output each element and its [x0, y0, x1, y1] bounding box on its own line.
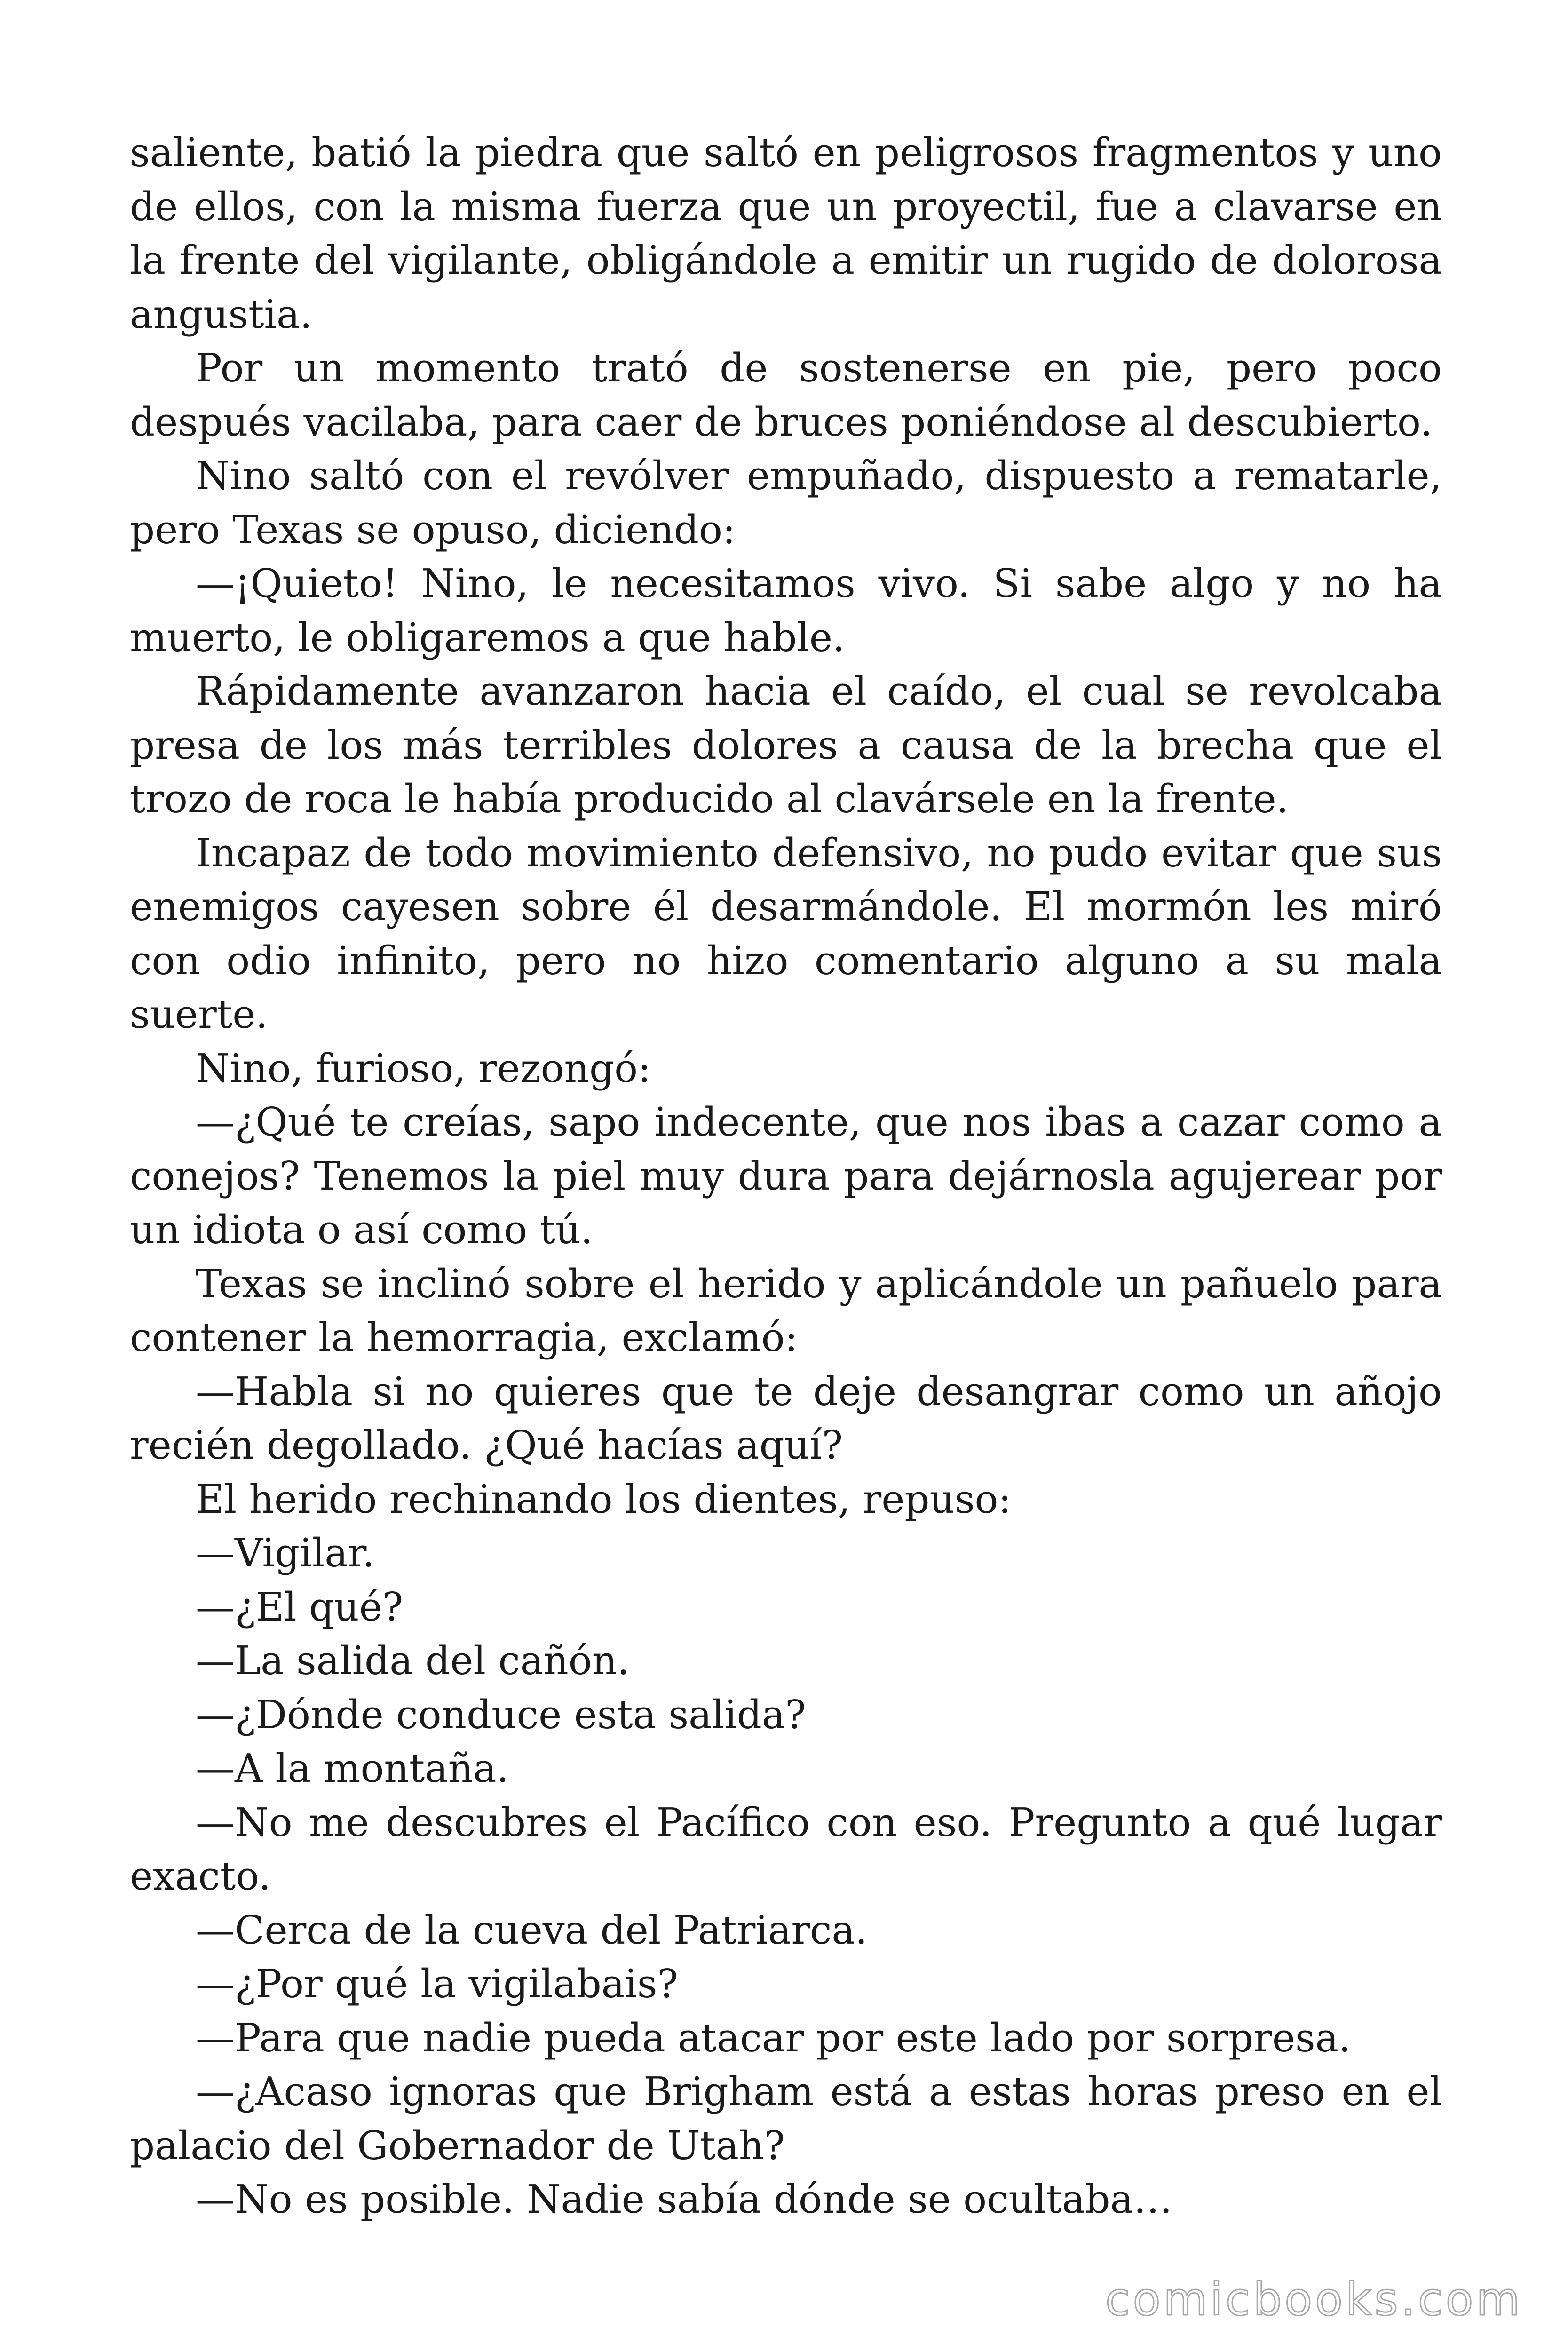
watermark-logo: comicbooks.com [1105, 2273, 1523, 2326]
paragraph: saliente, batió la piedra que saltó en peligrosos fragmentos y uno de ellos, con la misma fuerza que un proyectil, fue a clavarse en la frente del vigilante, obligándole a emitir un rugido de dolorosa angustia. [130, 130, 1442, 337]
dialogue-line: —¿Acaso ignoras que Brigham está a estas horas preso en el palacio del Gobernador de Utah? [130, 2069, 1442, 2169]
dialogue-line: —Vigilar. [196, 1530, 375, 1576]
paragraph: El herido rechinando los dientes, repuso: [196, 1476, 1012, 1522]
dialogue-line: —¡Quieto! Nino, le necesitamos vivo. Si sabe algo y no ha muerto, le obligaremos a que hable. [130, 561, 1442, 660]
dialogue-line: —No es posible. Nadie sabía dónde se ocultaba… [196, 2177, 1172, 2222]
paragraph: Nino, furioso, rezongó: [196, 1045, 651, 1091]
paragraph: Incapaz de todo movimiento defensivo, no pudo evitar que sus enemigos cayesen sobre él desarmándole. El mormón les miró con odio infinito, pero no hizo comentario alguno a su mala suerte. [130, 830, 1442, 1037]
paragraph: Rápidamente avanzaron hacia el caído, el cual se revolcaba presa de los más terribles dolores a causa de la brecha que el trozo de roca le había producido al clavársele en la frente. [130, 668, 1442, 822]
dialogue-line: —¿Por qué la vigilabais? [196, 1961, 678, 2007]
dialogue-line: —No me descubres el Pacífico con eso. Pregunto a qué lugar exacto. [130, 1799, 1442, 1899]
page-body-text [130, 126, 1442, 2227]
dialogue-line: —¿El qué? [196, 1584, 404, 1630]
dialogue-line: —¿Qué te creías, sapo indecente, que nos ibas a cazar como a conejos? Tenemos la piel muy dura para dejárnosla agujerear por un idiota o así como tú. [130, 1099, 1442, 1253]
paragraph: Por un momento trató de sostenerse en pie, pero poco después vacilaba, para caer de bruces poniéndose al descubierto. [130, 345, 1442, 445]
dialogue-line: —Cerca de la cueva del Patriarca. [196, 1907, 868, 1953]
dialogue-line: —Habla si no quieres que te deje desangrar como un añojo recién degollado. ¿Qué hacías aquí? [130, 1368, 1442, 1468]
dialogue-line: —¿Dónde conduce esta salida? [196, 1692, 806, 1738]
paragraph: Nino saltó con el revólver empuñado, dispuesto a rematarle, pero Texas se opuso, diciendo: [130, 453, 1442, 553]
dialogue-line: —La salida del cañón. [196, 1638, 630, 1684]
dialogue-line: —A la montaña. [196, 1746, 509, 1791]
dialogue-line: —Para que nadie pueda atacar por este lado por sorpresa. [196, 2015, 1351, 2061]
paragraph: Texas se inclinó sobre el herido y aplicándole un pañuelo para contener la hemorragia, exclamó: [130, 1261, 1442, 1360]
